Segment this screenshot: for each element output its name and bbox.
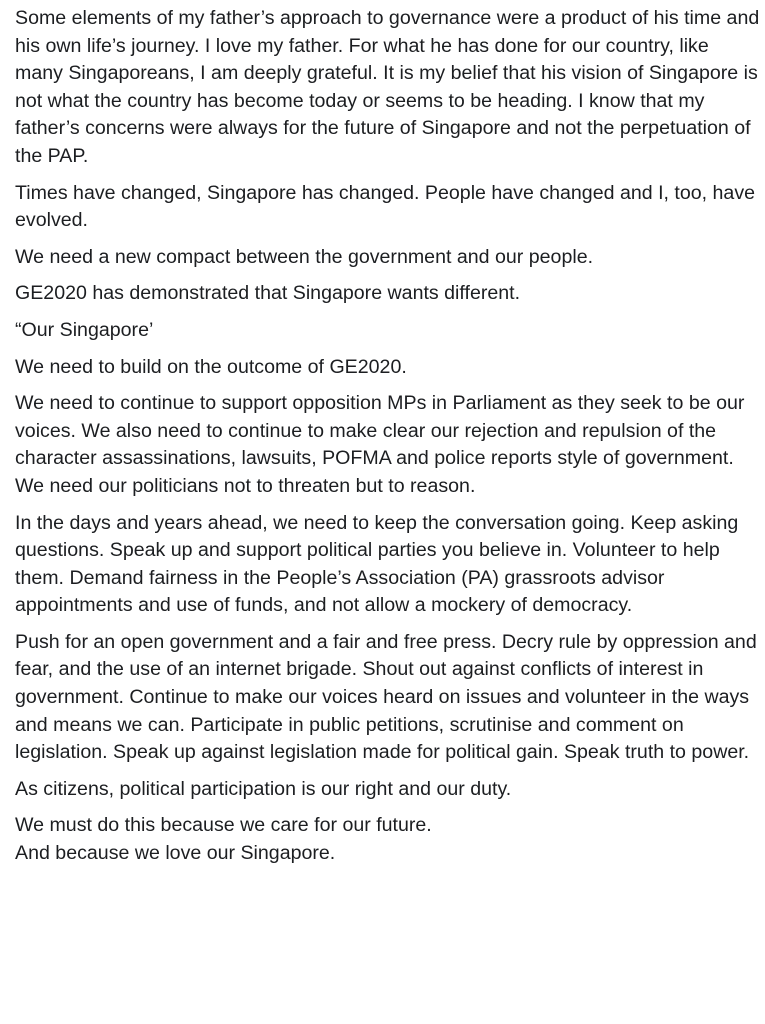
paragraph-support-opposition: We need to continue to support opposition MPs in Parliament as they seek to be our voices. We also need to continue to make clear our rejection and repulsion of the character assassinations, lawsuits, POFMA and police reports style of government. We need our politicians not to threaten but to reason. xyxy=(15,392,745,497)
paragraph-days-and-years-ahead: In the days and years ahead, we need to keep the conversation going. Keep asking questions. Speak up and support political parties you believe in. Volunteer to help them. Demand fairness in the People’s Association (PA) grassroots advisor appointments and use of funds, and not allow a mockery of democracy. xyxy=(15,511,739,617)
paragraph-new-compact: We need a new compact between the government and our people. xyxy=(15,245,594,268)
paragraph-build-on-outcome: We need to build on the outcome of GE2020. xyxy=(15,355,407,378)
paragraph-times-changed: Times have changed, Singapore has changed. People have changed and I, too, have evolved. xyxy=(15,181,756,232)
paragraph-open-government: Push for an open government and a fair and free press. Decry rule by oppression and fear, and the use of an internet brigade. Shout out against conflicts of interest in government. Continue to make our voices heard on issues and volunteer in the ways and means we can. Participate in public petitions, scrutinise and comment on legislation. Speak up against legislation made for political gain. Speak truth to power. xyxy=(15,630,757,764)
paragraph-our-singapore-heading: “Our Singapore’ xyxy=(15,318,154,341)
paragraph-ge2020-demonstrated: GE2020 has demonstrated that Singapore wants different. xyxy=(15,282,521,305)
paragraph-fathers-approach: Some elements of my father’s approach to governance were a product of his time and his own life’s journey. I love my father. For what he has done for our country, like many Singaporeans, I am deeply grateful. It is my belief that his vision of Singapore is not what the country has become today or seems to be heading. I know that my father’s concerns were always for the future of Singapore and not the perpetuation of the PAP. xyxy=(15,7,760,167)
paragraph-care-for-future: We must do this because we care for our future. xyxy=(15,814,432,837)
post-body xyxy=(15,5,760,868)
paragraph-citizens-participation: As citizens, political participation is our right and our duty. xyxy=(15,777,512,800)
paragraph-love-singapore: And because we love our Singapore. xyxy=(15,842,336,865)
